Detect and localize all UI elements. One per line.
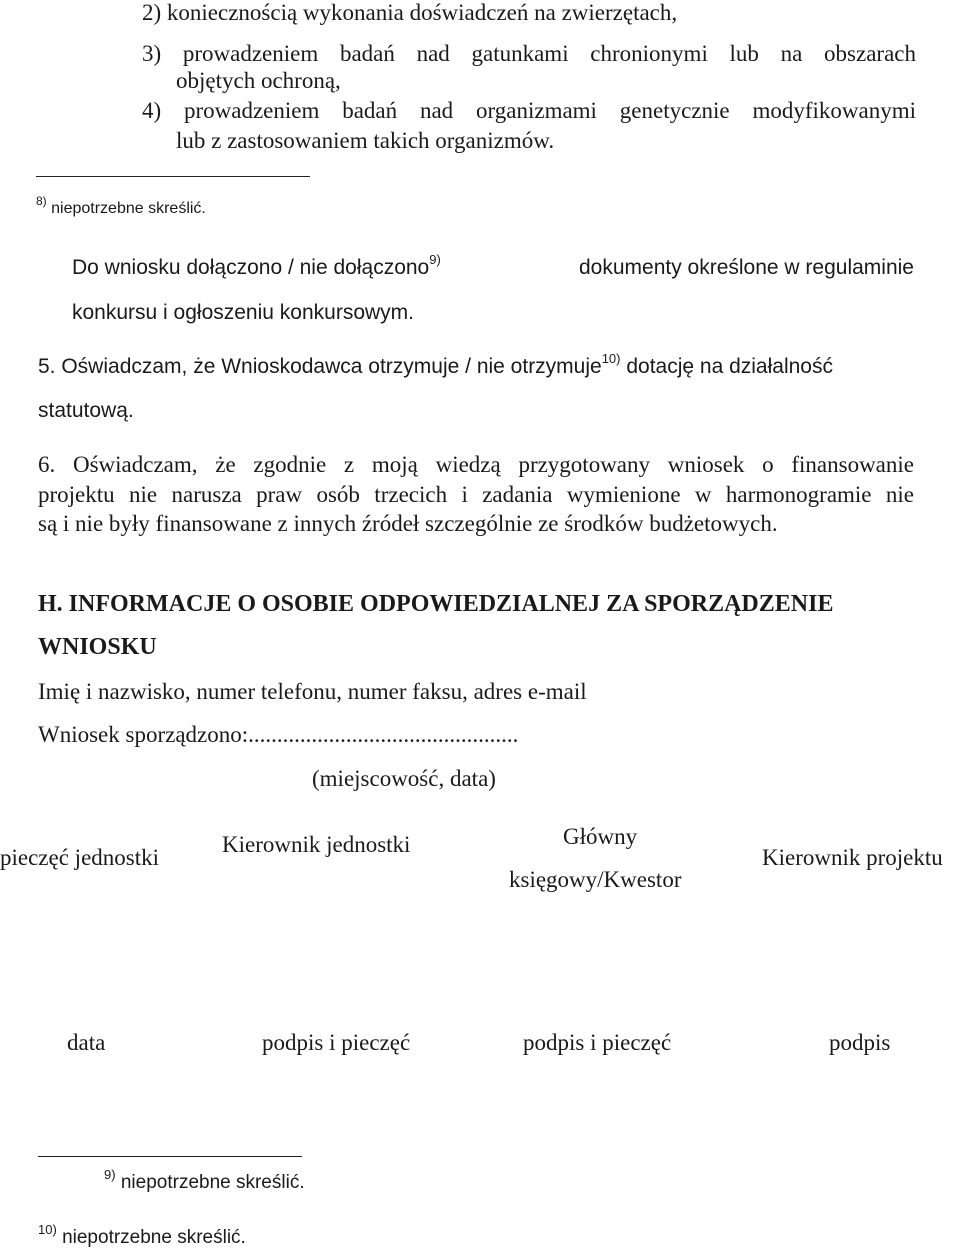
- footnote-10-text: niepotrzebne skreślić.: [62, 1227, 246, 1248]
- statement-6-line-2: projektu nie narusza praw osób trzecich i zadania wymienione w harmonogramie nie: [38, 482, 914, 507]
- signature-sign-stamp-label-2: podpis i pieczęć: [523, 1030, 672, 1055]
- footnote-9-text: niepotrzebne skreślić.: [120, 1172, 305, 1193]
- section-h-title-line-2: WNIOSKU: [38, 634, 157, 660]
- footnote-8: [36, 194, 206, 218]
- footnote-10: [38, 1222, 246, 1249]
- contact-info-label: Imię i nazwisko, numer telefonu, numer faksu, adres e-mail: [38, 679, 587, 704]
- footnote-8-marker: 8): [36, 194, 47, 208]
- list-item-3-line-2: objętych ochroną,: [176, 68, 341, 93]
- signature-sign-stamp-label-1: podpis i pieczęć: [262, 1030, 411, 1055]
- prepared-at-label: Wniosek sporządzono:...............................................: [38, 722, 519, 747]
- attachments-text-a: Do wniosku dołączono / nie dołączono$^{9)}$: [72, 252, 441, 279]
- footnote-10-marker: 10): [38, 1222, 57, 1237]
- statement-6-line-1: 6. Oświadczam, że zgodnie z moją wiedzą przygotowany wniosek o finansowanie: [38, 452, 914, 477]
- footnote-8-text: niepotrzebne skreślić.: [51, 200, 206, 217]
- section-h-title-line-1: H. INFORMACJE O OSOBIE ODPOWIEDZIALNEJ ZA SPORZĄDZENIE: [38, 591, 834, 617]
- bottom-footnote-separator: [38, 1156, 302, 1157]
- signature-col-accountant-line-2: księgowy/Kwestor: [509, 867, 682, 892]
- statement-5-text-a: 5. Oświadczam, że Wnioskodawca otrzymuje / nie otrzymuje: [38, 355, 602, 378]
- statement-5-text-b: dotację na działalność: [626, 355, 833, 378]
- list-item-4-line-2: lub z zastosowaniem takich organizmów.: [176, 128, 555, 153]
- place-date-label: (miejscowość, data): [312, 766, 496, 791]
- signature-col-stamp: pieczęć jednostki: [0, 845, 160, 870]
- signature-col-project-head: Kierownik projektu: [762, 845, 943, 870]
- statement-5-marker: 10): [601, 351, 621, 366]
- statement-6-line-3: są i nie były finansowane z innych źródeł szczególnie ze środków budżetowych.: [38, 511, 778, 536]
- attachments-line-1: [72, 252, 914, 280]
- statement-5-line-1: [38, 351, 833, 379]
- footnote-9: [104, 1167, 305, 1194]
- list-item-3-line-1: 3) prowadzeniem badań nad gatunkami chronionymi lub na obszarach: [142, 41, 916, 66]
- attachments-text-b: dokumenty określone w regulaminie: [578, 256, 914, 279]
- signature-sign-label: podpis: [829, 1030, 891, 1055]
- signature-date-label: data: [67, 1030, 106, 1055]
- list-item-4-line-1: 4) prowadzeniem badań nad organizmami genetycznie modyfikowanymi: [142, 98, 916, 123]
- attachments-marker: 9): [429, 252, 441, 267]
- footnote-separator: [36, 176, 310, 177]
- list-item-2: 2) koniecznością wykonania doświadczeń na zwierzętach,: [142, 0, 678, 25]
- signature-col-accountant-line-1: Główny: [563, 824, 638, 849]
- statement-5-line-2: statutową.: [38, 399, 134, 422]
- attachments-line-2: konkursu i ogłoszeniu konkursowym.: [72, 301, 414, 324]
- footnote-9-marker: 9): [104, 1167, 116, 1182]
- signature-col-unit-head: Kierownik jednostki: [222, 832, 411, 857]
